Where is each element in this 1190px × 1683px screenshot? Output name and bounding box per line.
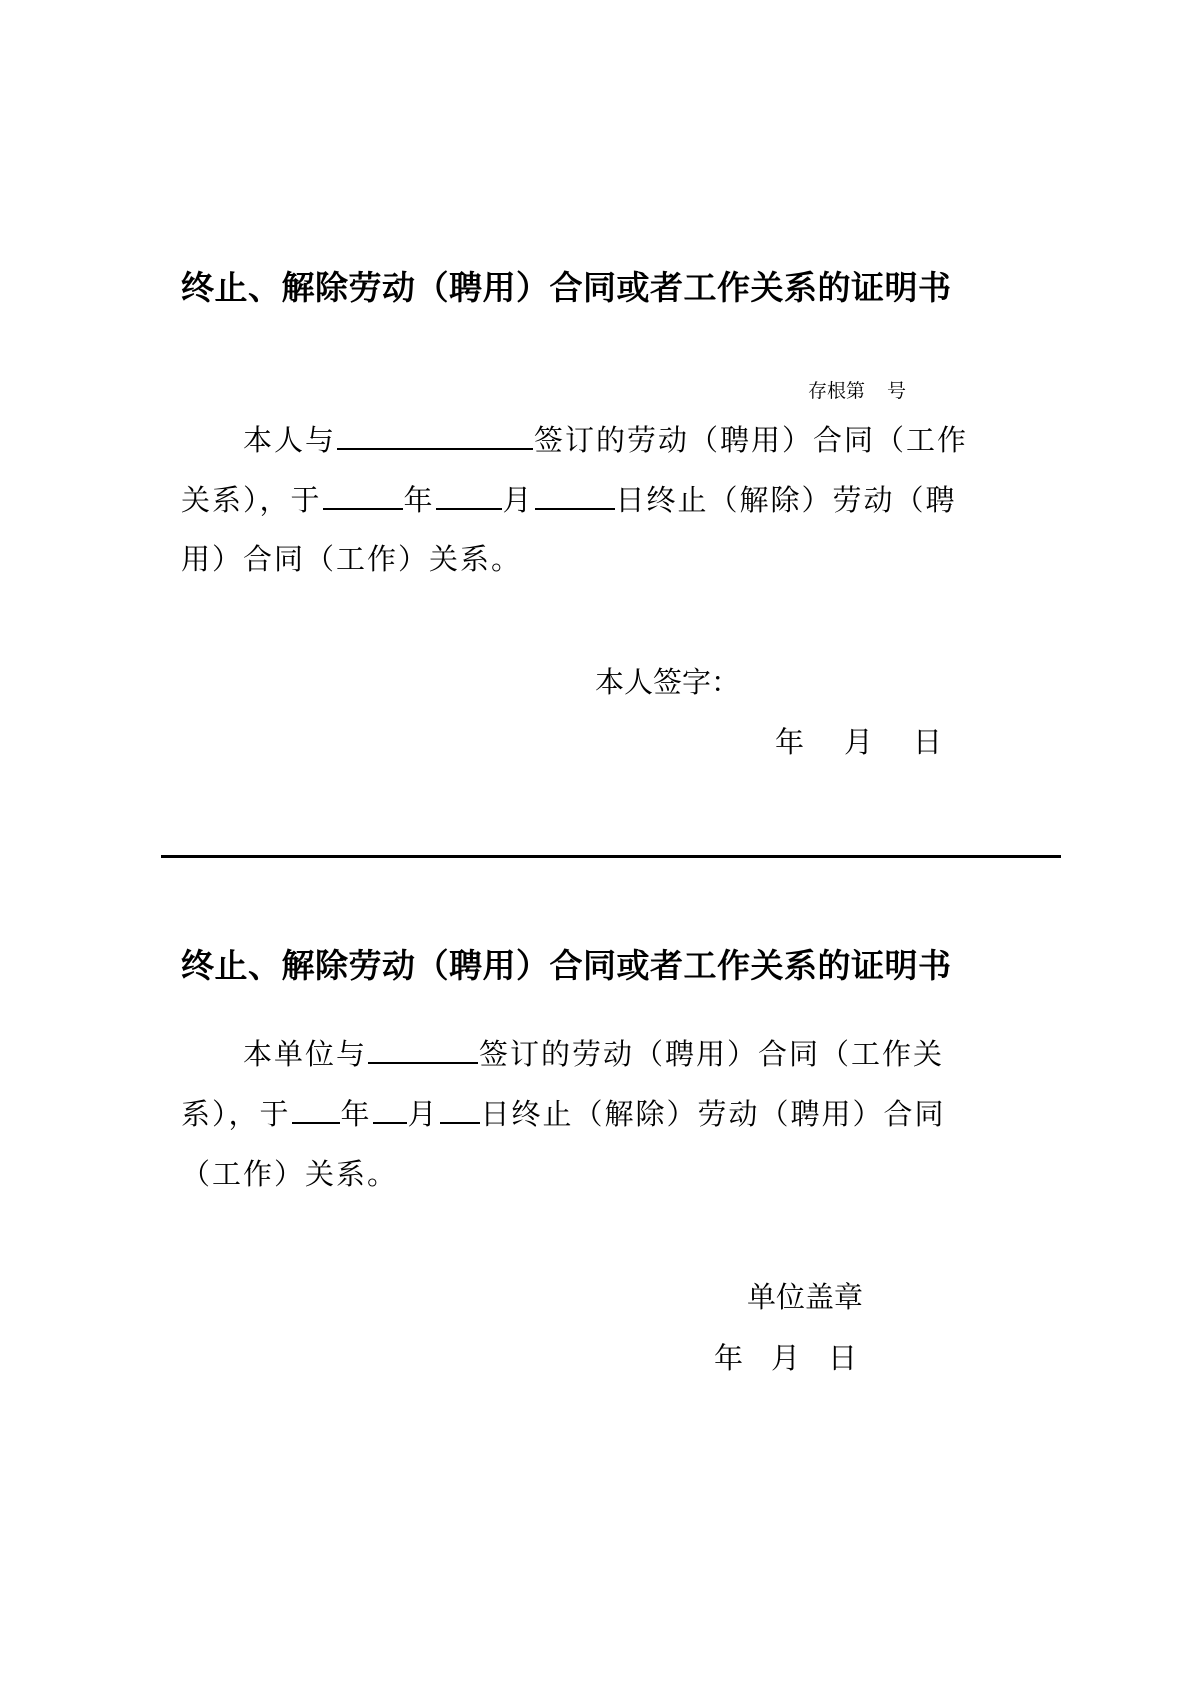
cert-employee-blank[interactable] (368, 1061, 478, 1064)
stub-date-month: 月 (844, 725, 874, 759)
cert-month-blank[interactable] (373, 1121, 407, 1124)
cert-day-blank[interactable] (440, 1121, 480, 1124)
cert-line2-year-text: 年 (340, 1097, 372, 1131)
unit-seal-label: 单位盖章 (747, 1280, 864, 1314)
cut-line-divider (161, 855, 1061, 858)
stub-paragraph-line-1 (243, 418, 968, 459)
cert-line1-text-a: 本单位与 (243, 1037, 368, 1071)
stub-number-label (808, 376, 906, 403)
stub-signature-date (775, 720, 942, 761)
personal-signature-label: 本人签字： (595, 665, 741, 699)
stub-line2-month-text: 月 (502, 483, 534, 517)
stub-number-prefix: 存根第 (808, 380, 866, 402)
certificate-paragraph-line-3: （工作）关系。 (181, 1157, 399, 1191)
stub-date-year: 年 (775, 725, 805, 759)
cert-date-day: 日 (828, 1341, 858, 1375)
stub-line2-text-a: 关系），于 (181, 483, 322, 517)
stub-date-day: 日 (913, 725, 943, 759)
cert-date-year: 年 (714, 1341, 744, 1375)
stub-employer-blank[interactable] (337, 447, 533, 450)
stub-form-title: 终止、解除劳动（聘用）合同或者工作关系的证明书 (181, 268, 952, 307)
certificate-paragraph-line-2 (181, 1092, 946, 1133)
stub-line2-year-text: 年 (403, 483, 435, 517)
cert-date-month: 月 (771, 1341, 801, 1375)
stub-line1-text-b: 签订的劳动（聘用）合同（工作 (534, 423, 969, 457)
stub-line1-text-a: 本人与 (243, 423, 337, 457)
cert-line2-text-a: 系），于 (181, 1097, 291, 1131)
cert-line1-text-b: 签订的劳动（聘用）合同（工作关 (479, 1037, 945, 1071)
stub-number-suffix: 号 (887, 380, 907, 402)
stub-paragraph-line-2 (181, 478, 957, 519)
certificate-seal-date (714, 1336, 857, 1377)
certificate-paragraph-line-1 (243, 1032, 944, 1073)
cert-year-blank[interactable] (292, 1121, 340, 1124)
stub-day-blank[interactable] (535, 507, 615, 510)
stub-month-blank[interactable] (436, 507, 502, 510)
certificate-form-title: 终止、解除劳动（聘用）合同或者工作关系的证明书 (181, 946, 952, 985)
stub-year-blank[interactable] (323, 507, 403, 510)
stub-line2-text-d: 日终止（解除）劳动（聘 (615, 483, 957, 517)
cert-line2-month-text: 月 (407, 1097, 439, 1131)
stub-paragraph-line-3: 用）合同（工作）关系。 (181, 542, 523, 576)
cert-line2-text-d: 日终止（解除）劳动（聘用）合同 (480, 1097, 946, 1131)
